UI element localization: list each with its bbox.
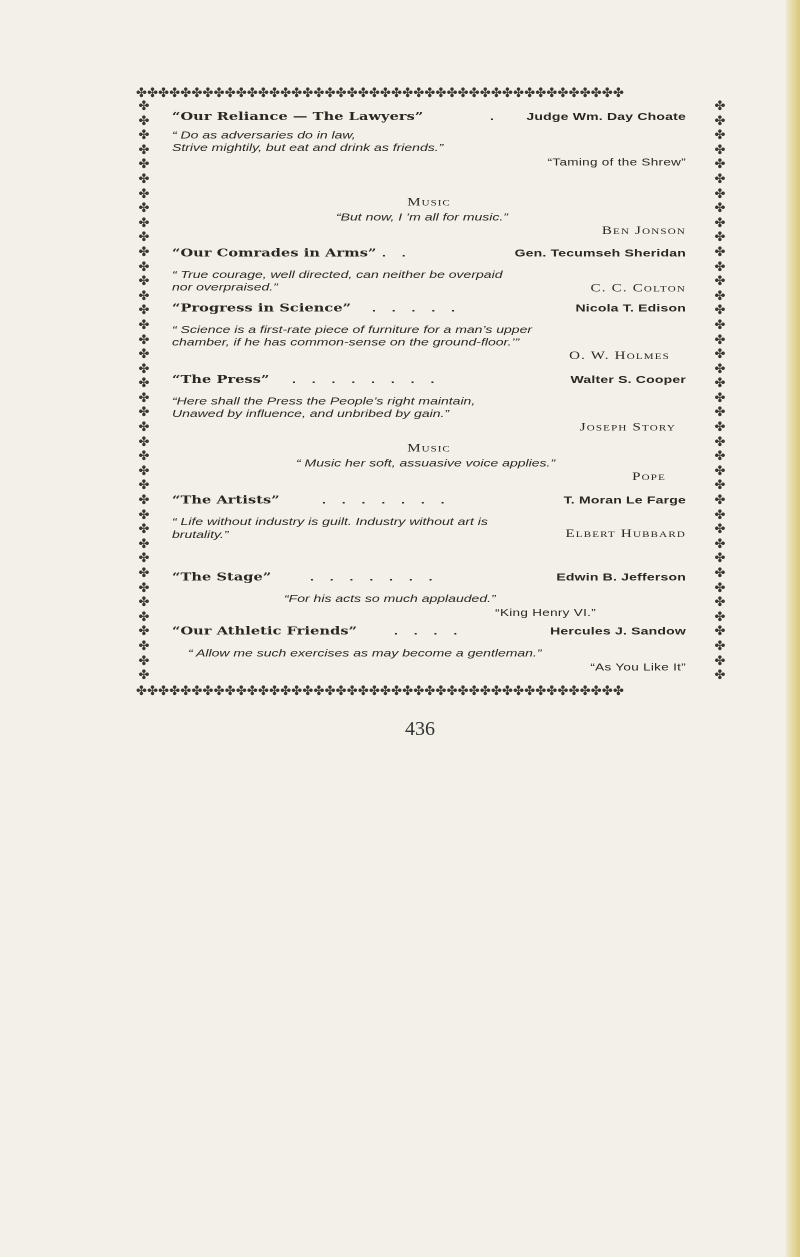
leader-dots: . . . . . . . . bbox=[292, 373, 441, 386]
toast-comrades bbox=[172, 244, 686, 293]
toast-science bbox=[172, 299, 686, 362]
toast-speaker: T. Moran Le Farge bbox=[563, 493, 686, 506]
leader-dots: . . bbox=[382, 246, 412, 259]
toast-title: “The Artists” bbox=[172, 493, 280, 507]
quote-line: Strive mightily, but eat and drink as friends.” bbox=[172, 141, 444, 154]
music-label: Music bbox=[407, 442, 451, 455]
quote-line: “But now, I ’m all for music.” bbox=[336, 210, 508, 223]
leader-dots: . bbox=[490, 110, 500, 123]
toast-title: “Progress in Science” bbox=[172, 301, 352, 315]
attribution: “Taming of the Shrew” bbox=[547, 156, 686, 168]
attribution: Joseph Story bbox=[579, 421, 676, 434]
toast-lawyers bbox=[172, 108, 686, 168]
music-label: Music bbox=[407, 196, 451, 209]
attribution: O. W. Holmes bbox=[569, 350, 670, 363]
attribution: Ben Jonson bbox=[601, 224, 686, 237]
toast-speaker: Nicola T. Edison bbox=[575, 301, 686, 314]
toast-title: “Our Comrades in Arms” bbox=[172, 246, 377, 260]
ornamental-frame bbox=[136, 86, 728, 700]
quote-line: “ True courage, well directed, can neither be overpaid bbox=[172, 268, 503, 281]
ornament-border-top: ✤✤✤✤✤✤✤✤✤✤✤✤✤✤✤✤✤✤✤✤✤✤✤✤✤✤✤✤✤✤✤✤✤✤✤✤✤✤✤✤✤✤✤✤ bbox=[136, 86, 625, 101]
toast-speaker: Walter S. Cooper bbox=[570, 373, 686, 386]
toast-stage bbox=[172, 568, 686, 619]
toast-title: “The Stage” bbox=[172, 570, 272, 584]
quote-line: “Here shall the Press the People’s right maintain, bbox=[172, 394, 476, 407]
toast-title: “The Press” bbox=[172, 373, 270, 386]
quote-line: chamber, if he has common-sense on the ground-floor.’” bbox=[172, 335, 520, 348]
attribution: Elbert Hubbard bbox=[565, 528, 686, 541]
ornament-border-right: ✤ ✤ ✤ ✤ ✤ ✤ ✤ ✤ ✤ ✤ ✤ ✤ ✤ ✤ ✤ ✤ ✤ ✤ ✤ ✤ ✤ ✤ ✤ ✤ ✤ ✤ ✤ ✤ ✤ ✤ ✤ ✤ ✤ ✤ ✤ ✤ ✤ ✤ ✤ ✤ bbox=[714, 100, 726, 684]
quote-line: “ Science is a first-rate piece of furniture for a man’s upper bbox=[172, 323, 533, 336]
quote-line: nor overpraised.” bbox=[172, 280, 278, 293]
leader-dots: . . . . . . . bbox=[310, 570, 439, 583]
ornament-border-left: ✤ ✤ ✤ ✤ ✤ ✤ ✤ ✤ ✤ ✤ ✤ ✤ ✤ ✤ ✤ ✤ ✤ ✤ ✤ ✤ ✤ ✤ ✤ ✤ ✤ ✤ ✤ ✤ ✤ ✤ ✤ ✤ ✤ ✤ ✤ ✤ ✤ ✤ ✤ ✤ bbox=[138, 100, 150, 684]
quote-line: “ Allow me such exercises as may become a gentleman.” bbox=[188, 646, 542, 659]
toast-speaker: Hercules J. Sandow bbox=[550, 625, 686, 637]
toast-speaker: Judge Wm. Day Choate bbox=[526, 110, 686, 123]
toast-press bbox=[172, 371, 686, 434]
quote-line: “ Do as adversaries do in law, bbox=[172, 128, 356, 141]
music-interlude bbox=[172, 442, 686, 484]
attribution: Pope bbox=[632, 470, 666, 483]
quote-line: “ Life without industry is guilt. Industry without art is bbox=[172, 515, 488, 528]
toast-speaker: Edwin B. Jefferson bbox=[556, 570, 686, 583]
attribution: “King Henry VI.” bbox=[495, 607, 596, 619]
leader-dots: . . . . . . . bbox=[322, 493, 451, 506]
quote-line: “For his acts so much applauded.” bbox=[284, 592, 496, 605]
music-interlude bbox=[172, 196, 686, 238]
toast-speaker: Gen. Tecumseh Sheridan bbox=[514, 246, 686, 259]
page-edge bbox=[786, 0, 800, 1257]
quote-line: brutality.” bbox=[172, 528, 229, 541]
leader-dots: . . . . . bbox=[372, 301, 462, 314]
page-number: 436 bbox=[405, 718, 435, 740]
quote-line: “ Music her soft, assuasive voice applies.” bbox=[296, 456, 556, 469]
toast-artists bbox=[172, 492, 686, 541]
toast-title: “Our Reliance — The Lawyers” bbox=[172, 110, 424, 123]
toast-athletic bbox=[172, 623, 686, 674]
quote-line: Unawed by influence, and unbribed by gain.” bbox=[172, 407, 450, 420]
attribution: “As You Like It” bbox=[590, 661, 686, 673]
leader-dots: . . . . bbox=[394, 625, 464, 637]
ornament-border-bottom: ✤✤✤✤✤✤✤✤✤✤✤✤✤✤✤✤✤✤✤✤✤✤✤✤✤✤✤✤✤✤✤✤✤✤✤✤✤✤✤✤✤✤✤✤ bbox=[136, 684, 625, 699]
toast-title: “Our Athletic Friends” bbox=[172, 625, 358, 638]
attribution: C. C. Colton bbox=[590, 282, 686, 295]
